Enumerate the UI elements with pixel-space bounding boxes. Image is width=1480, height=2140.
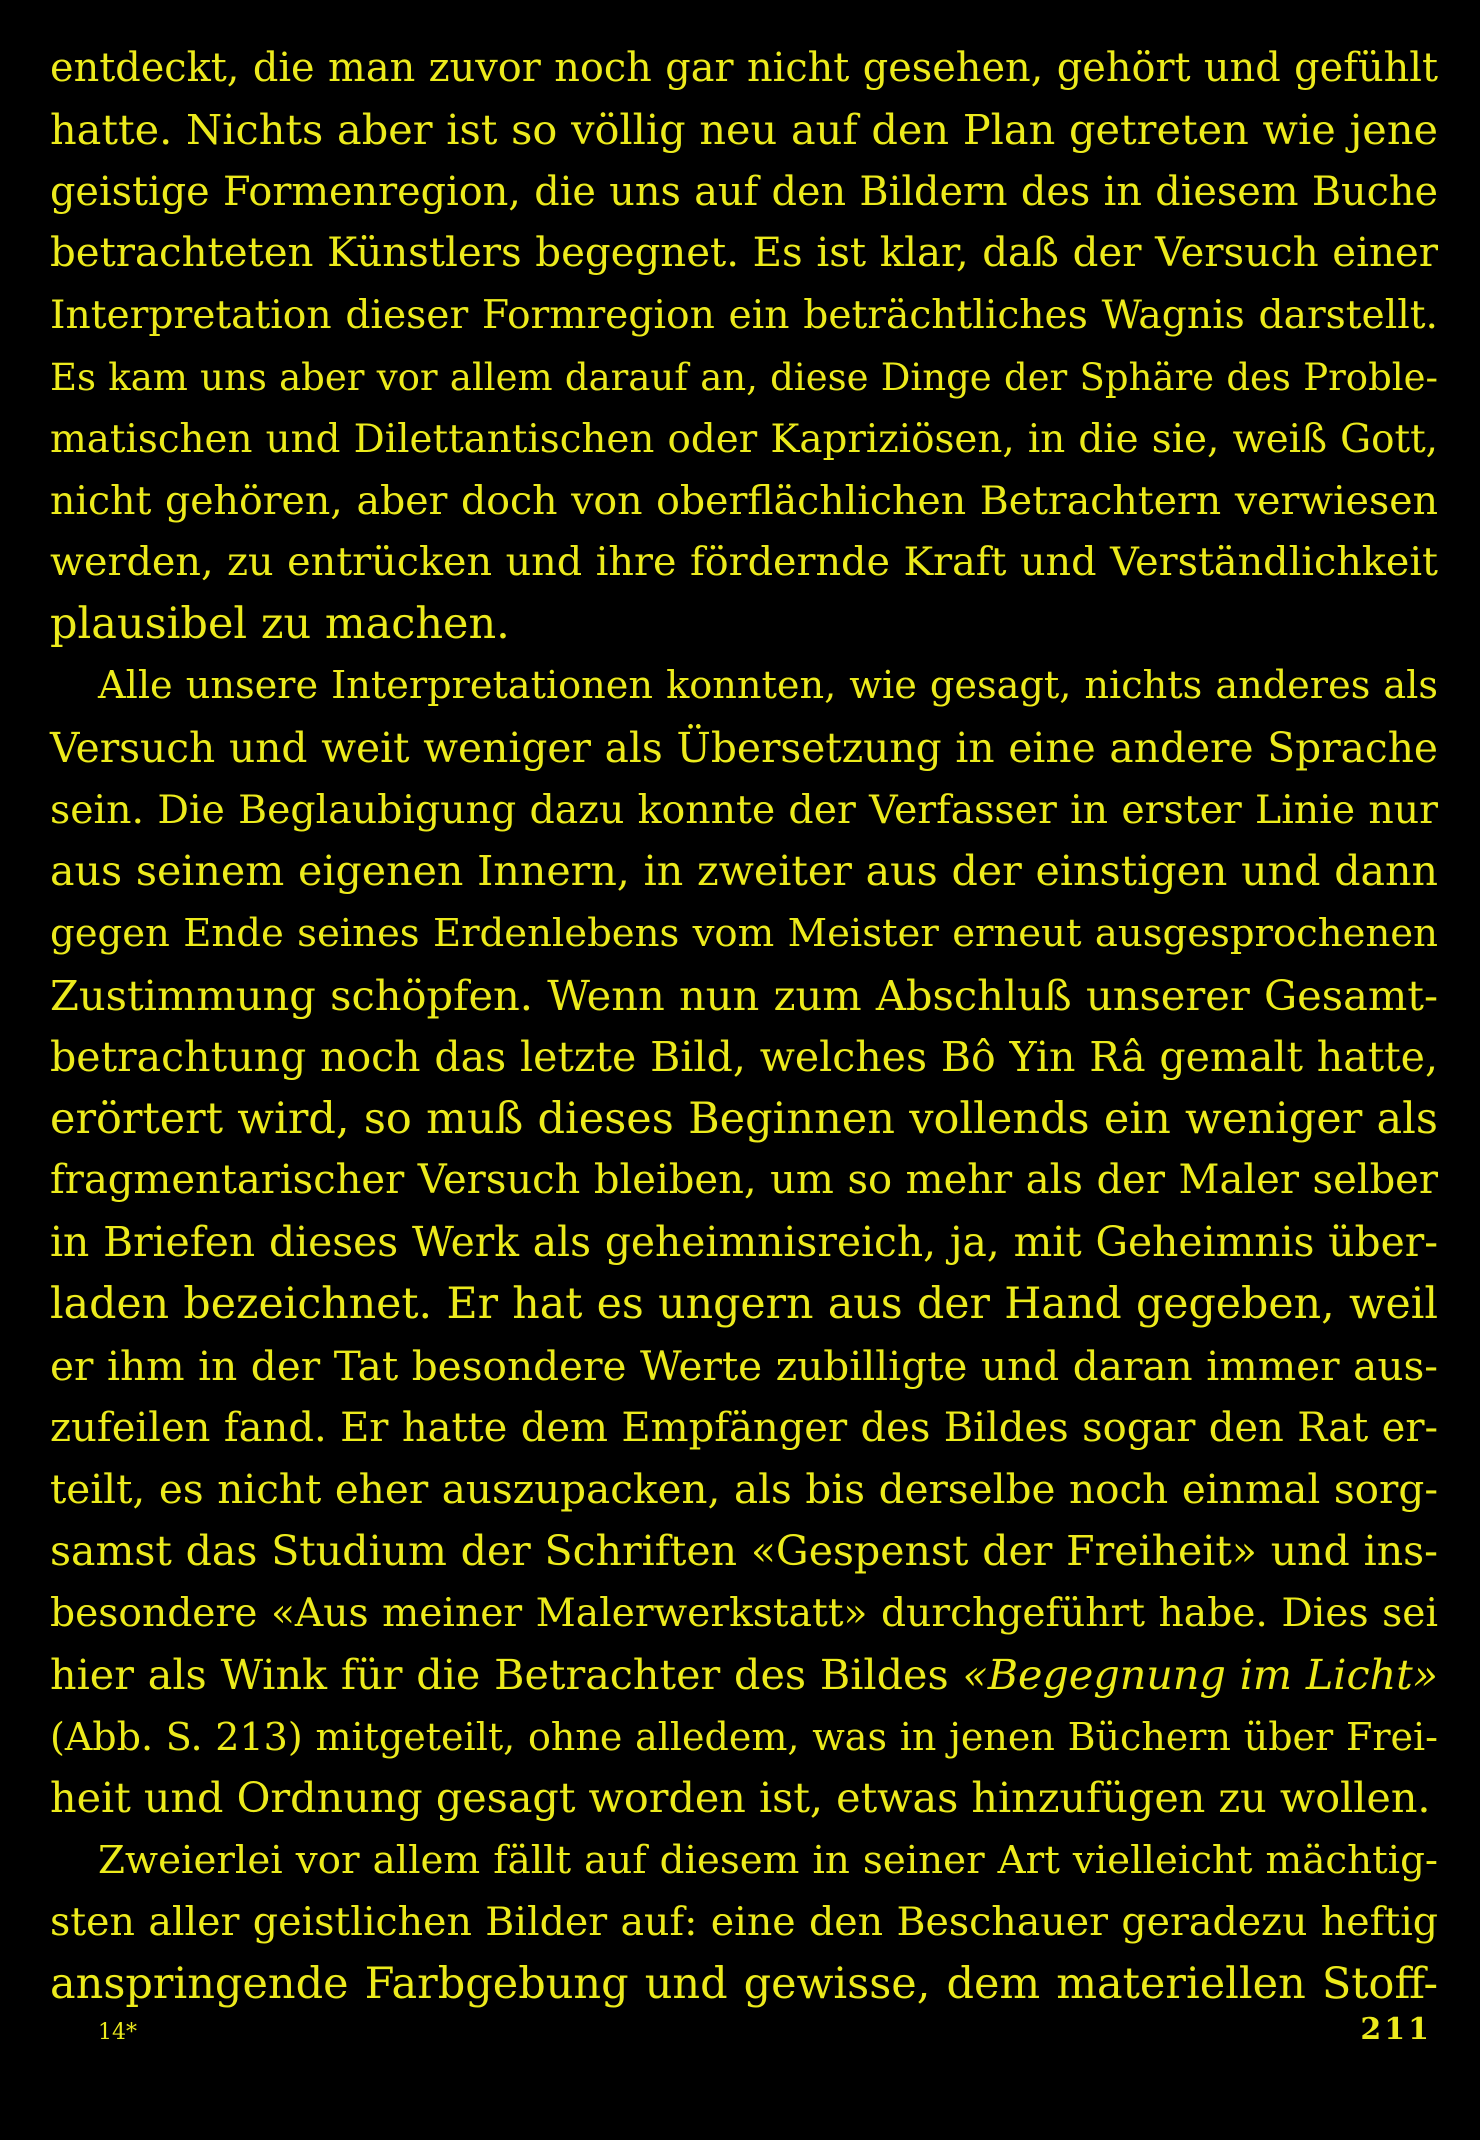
text-line: zufeilen fand. Er hatte dem Empfänger des Bildes sogar den Rat er- xyxy=(50,1404,1438,1451)
text-line: werden, zu entrücken und ihre fördernde Kraft und Verständlichkeit xyxy=(50,539,1438,586)
text-line: sten aller geistlichen Bilder auf: eine den Beschauer geradezu heftig xyxy=(50,1898,1438,1945)
text-line: plausibel zu machen. xyxy=(50,599,510,650)
text-line-segment: hier als Wink für die Betrachter des Bildes xyxy=(50,1650,963,1699)
text-line: Zustimmung schöpfen. Wenn nun zum Abschluß unserer Gesamt- xyxy=(50,970,1438,1020)
text-line: entdeckt, die man zuvor noch gar nicht gesehen, gehört und gefühlt xyxy=(50,45,1438,91)
text-line: betrachteten Künstlers begegnet. Es ist klar, daß der Versuch einer xyxy=(50,230,1438,277)
text-line: (Abb. S. 213) mitgeteilt, ohne alledem, was in jenen Büchern über Frei- xyxy=(50,1714,1438,1759)
body-text xyxy=(50,38,1438,2016)
text-line: nicht gehören, aber doch von oberflächlichen Betrachtern verwiesen xyxy=(50,477,1438,524)
text-line: Versuch und weit weniger als Übersetzung in eine andere Sprache xyxy=(50,723,1438,772)
text-line: heit und Ordnung gesagt worden ist, etwas hinzufügen zu wollen. xyxy=(50,1774,1431,1823)
text-line: fragmentarischer Versuch bleiben, um so mehr als der Maler selber xyxy=(50,1157,1438,1204)
text-line: in Briefen dieses Werk als geheimnisreich, ja, mit Geheimnis über- xyxy=(50,1218,1438,1267)
text-line: Es kam uns aber vor allem darauf an, diese Dinge der Sphäre des Proble- xyxy=(50,355,1438,399)
text-line: matischen und Dilettantischen oder Kapriziösen, in die sie, weiß Gott, xyxy=(50,416,1438,462)
text-line: laden bezeichnet. Er hat es ungern aus der Hand gegeben, weil xyxy=(50,1278,1438,1329)
text-line: sein. Die Beglaubigung dazu konnte der Verfasser in erster Linie nur xyxy=(50,786,1438,833)
text-line: anspringende Farbgebung und gewisse, dem materiellen Stoff- xyxy=(50,1958,1438,2009)
artwork-title: «Begegnung im Licht» xyxy=(962,1650,1438,1699)
text-line: Alle unsere Interpretationen konnten, wie gesagt, nichts anderes als xyxy=(98,663,1438,708)
text-line: besondere «Aus meiner Malerwerkstatt» durchgeführt habe. Dies sei xyxy=(50,1590,1438,1636)
text-line: teilt, es nicht eher auszupacken, als bis derselbe noch einmal sorg- xyxy=(50,1465,1438,1514)
text-line-with-title xyxy=(50,1645,1438,1707)
text-line: er ihm in der Tat besondere Werte zubilligte und daran immer aus- xyxy=(50,1341,1438,1390)
text-line: Zweierlei vor allem fällt auf diesem in seiner Art vielleicht mächtig- xyxy=(98,1838,1438,1884)
text-line: gegen Ende seines Erdenlebens vom Meister erneut ausgesprochenen xyxy=(50,911,1438,957)
text-line: Interpretation dieser Formregion ein beträchtliches Wagnis darstellt. xyxy=(50,293,1438,339)
text-line: aus seinem eigenen Innern, in zweiter aus der einstigen und dann xyxy=(50,847,1438,896)
page-number: 211 xyxy=(1360,2012,1432,2047)
text-line: geistige Formenregion, die uns auf den Bildern des in diesem Buche xyxy=(50,168,1438,215)
text-line: betrachtung noch das letzte Bild, welches Bô Yin Râ gemalt hatte, xyxy=(50,1032,1438,1081)
signature-mark: 14* xyxy=(98,2020,137,2045)
text-line: erörtert wird, so muß dieses Beginnen vollends ein weniger als xyxy=(50,1093,1438,1144)
text-line: hatte. Nichts aber ist so völlig neu auf den Plan getreten wie jene xyxy=(50,105,1438,154)
text-line: samst das Studium der Schriften «Gespenst der Freiheit» und ins- xyxy=(50,1527,1438,1576)
